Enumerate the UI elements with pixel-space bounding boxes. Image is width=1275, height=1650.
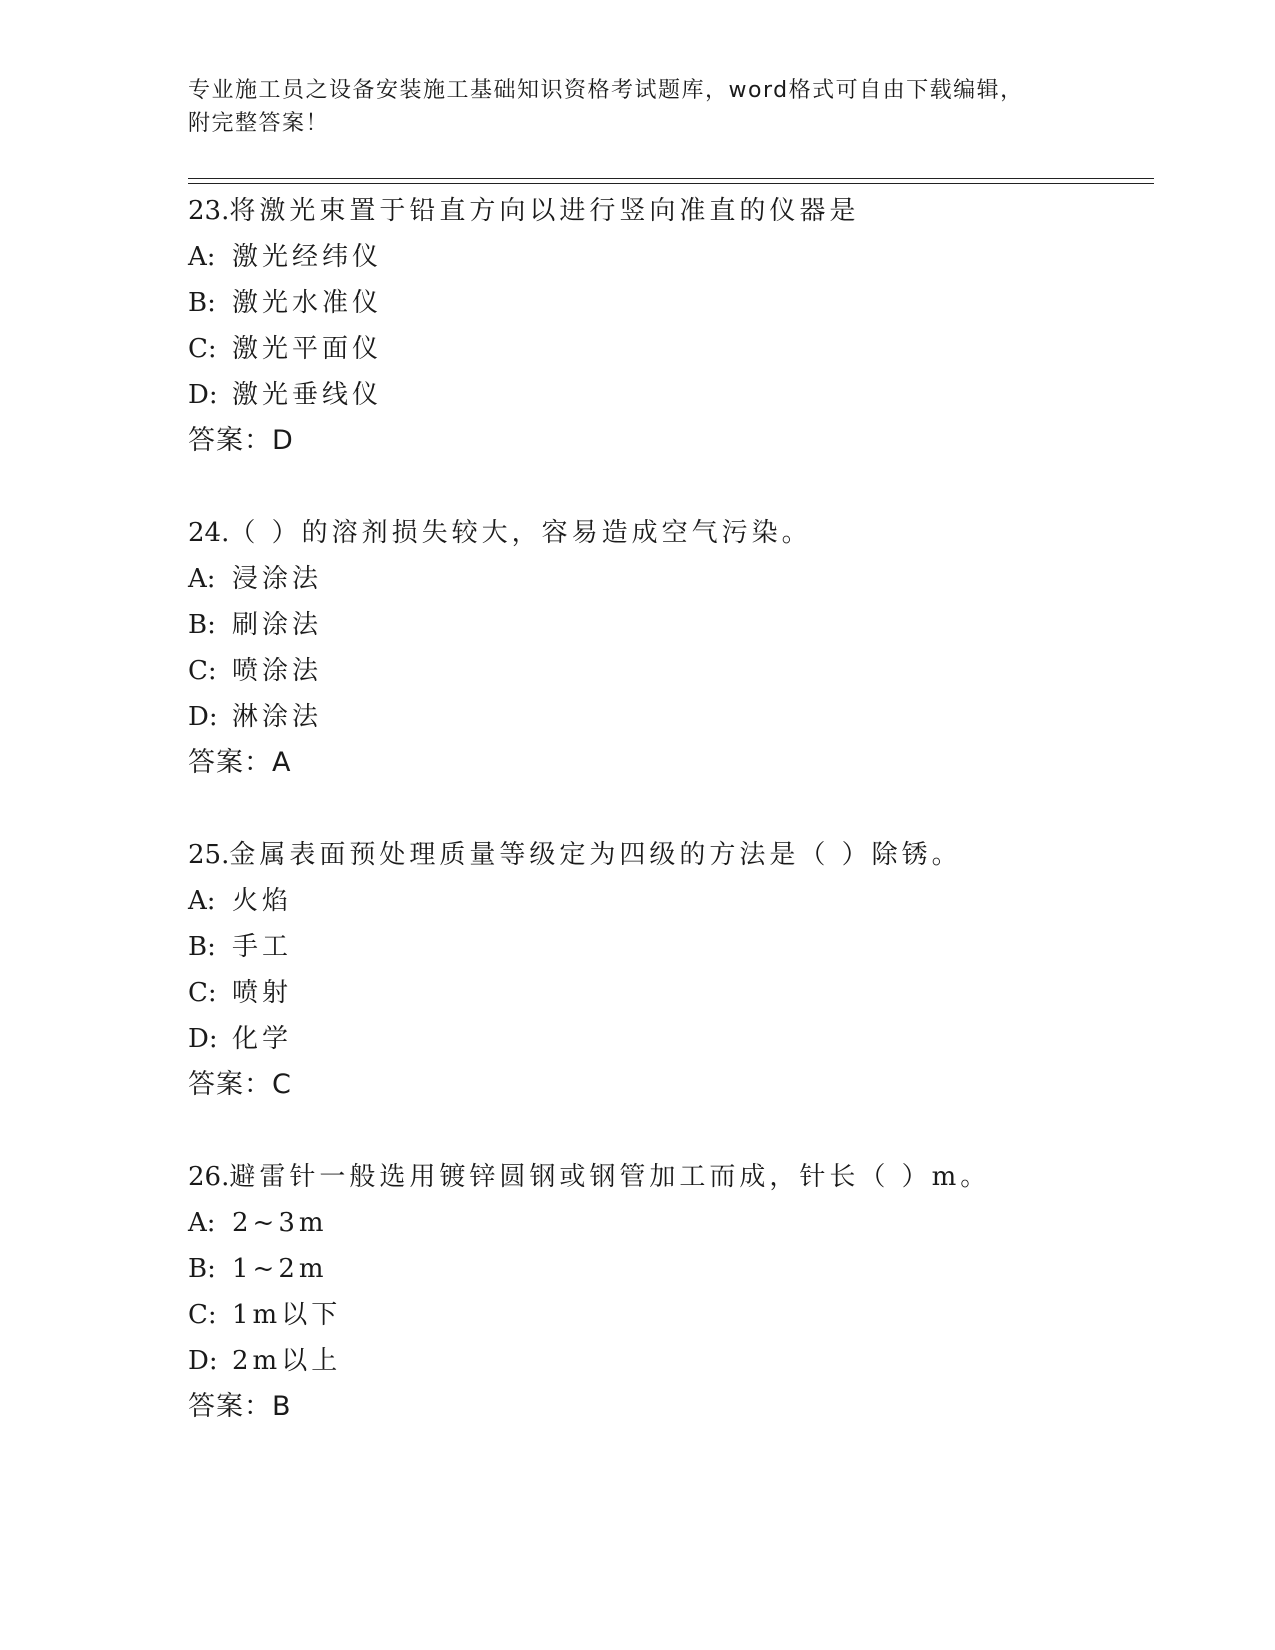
question-text: 将激光束置于铅直方向以进行竖向准直的仪器是: [229, 196, 860, 226]
option-text: 手工: [232, 932, 293, 962]
answer-line: 答案：A: [188, 747, 292, 778]
option-text: 激光垂线仪: [232, 380, 383, 410]
question-26: [188, 1154, 1148, 1430]
option-b: [188, 602, 1148, 648]
question-stem: [188, 510, 1148, 556]
option-text: 喷射: [232, 978, 293, 1008]
option-c: [188, 970, 1148, 1016]
question-text: 金属表面预处理质量等级定为四级的方法是（ ）除锈。: [229, 840, 962, 870]
answer-line: 答案：B: [188, 1391, 292, 1422]
answer-line: 答案：D: [188, 425, 294, 456]
option-key: C:: [188, 656, 217, 686]
option-key: D:: [188, 702, 218, 732]
question-number: 25.: [188, 840, 230, 870]
option-d: [188, 1338, 1148, 1384]
option-b: [188, 1246, 1148, 1292]
option-key: D:: [188, 380, 218, 410]
option-key: C:: [188, 334, 217, 364]
option-text: 喷涂法: [232, 656, 323, 686]
option-c: [188, 648, 1148, 694]
question-list: [188, 188, 1148, 1476]
option-a: [188, 878, 1148, 924]
header-divider-top: [188, 178, 1154, 179]
option-text: 激光经纬仪: [232, 242, 383, 272]
option-key: B:: [188, 288, 216, 318]
option-text: 浸涂法: [232, 564, 323, 594]
question-text: （ ）的溶剂损失较大，容易造成空气污染。: [229, 518, 812, 548]
question-23: [188, 188, 1148, 464]
option-text: 化学: [232, 1024, 293, 1054]
option-key: B:: [188, 1254, 216, 1284]
option-text: 2~3m: [232, 1208, 328, 1238]
option-key: B:: [188, 932, 216, 962]
option-a: [188, 556, 1148, 602]
option-text: 2m以上: [232, 1346, 342, 1376]
question-24: [188, 510, 1148, 786]
option-key: A:: [188, 886, 216, 916]
question-text: 避雷针一般选用镀锌圆钢或钢管加工而成，针长（ ）m。: [229, 1162, 991, 1192]
option-text: 激光水准仪: [232, 288, 383, 318]
question-stem: [188, 832, 1148, 878]
question-number: 23.: [188, 196, 230, 226]
question-stem: [188, 1154, 1148, 1200]
option-c: [188, 1292, 1148, 1338]
question-25: [188, 832, 1148, 1108]
document-header: [188, 74, 1088, 140]
option-key: D:: [188, 1346, 218, 1376]
option-c: [188, 326, 1148, 372]
option-key: B:: [188, 610, 216, 640]
option-key: A:: [188, 1208, 216, 1238]
answer-line: 答案：C: [188, 1069, 292, 1100]
option-text: 激光平面仪: [232, 334, 383, 364]
option-d: [188, 1016, 1148, 1062]
option-d: [188, 372, 1148, 418]
option-text: 火焰: [232, 886, 293, 916]
question-number: 24.: [188, 518, 230, 548]
option-a: [188, 1200, 1148, 1246]
question-stem: [188, 188, 1148, 234]
header-line-2: 附完整答案！: [188, 111, 330, 136]
option-b: [188, 924, 1148, 970]
option-text: 刷涂法: [232, 610, 323, 640]
option-key: C:: [188, 978, 217, 1008]
question-number: 26.: [188, 1162, 230, 1192]
option-text: 1m以下: [232, 1300, 342, 1330]
header-line-1: 专业施工员之设备安装施工基础知识资格考试题库，word格式可自由下载编辑，: [188, 78, 1024, 103]
option-text: 1~2m: [232, 1254, 328, 1284]
option-key: A:: [188, 564, 216, 594]
option-key: D:: [188, 1024, 218, 1054]
option-key: C:: [188, 1300, 217, 1330]
option-b: [188, 280, 1148, 326]
option-a: [188, 234, 1148, 280]
header-divider-bottom: [188, 183, 1154, 184]
option-key: A:: [188, 242, 216, 272]
option-text: 淋涂法: [232, 702, 323, 732]
option-d: [188, 694, 1148, 740]
